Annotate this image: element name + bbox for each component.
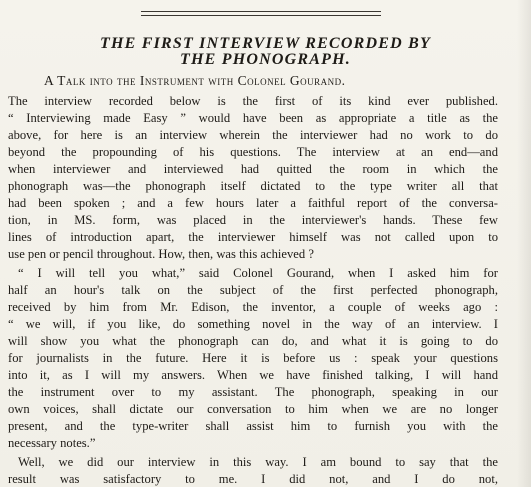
body-line: necessary notes.” — [8, 436, 96, 450]
body-line: into it, as I will my answers. When we have finished talking, I will hand — [8, 368, 498, 382]
body-line: “ Interviewing made Easy ” would have been as appropriate a title as the — [8, 111, 498, 125]
body-line: The interview recorded below is the first of its kind ever published. — [8, 94, 498, 108]
body-line: had been spoken ; and a few hours later a faithful report of the conversa- — [8, 196, 498, 210]
page-edge-shadow — [517, 0, 531, 487]
body-line: when interviewer and interviewed had quitted the room in which the — [8, 162, 498, 176]
body-line: Well, we did our interview in this way. I am bound to say that the — [18, 455, 498, 469]
body-line: for journalists in the future. Here it is before us : speak your questions — [8, 351, 498, 365]
body-line: use pen or pencil throughout. How, then, was this achieved ? — [8, 247, 314, 261]
body-line: own voices, shall dictate our conversation to him when we are no longer — [8, 402, 498, 416]
body-line: half an hour's talk on the subject of the first perfected phonograph, — [8, 283, 498, 297]
body-line: above, for here is an interview wherein the interviewer had no work to do — [8, 128, 498, 142]
article-title-line-1: THE FIRST INTERVIEW RECORDED BY — [100, 35, 431, 52]
body-line-cut: result was satisfactory to me. I did not, and I do not, — [8, 472, 498, 486]
body-line: tion, in MS. form, was placed in the interviewer's hands. These few — [8, 213, 498, 227]
article-title-line-2: THE PHONOGRAPH. — [180, 51, 351, 68]
body-line: beyond the propounding of his questions. The interview at an end—and — [8, 145, 498, 159]
top-rule — [141, 11, 381, 12]
body-line: received by him from Mr. Edison, the inventor, a couple of weeks ago : — [8, 300, 498, 314]
article-body — [8, 93, 498, 486]
body-line: phonograph was—the phonograph itself dictated to the type writer all that — [8, 179, 498, 193]
top-rule-thin — [141, 15, 381, 16]
body-line: will show you what the phonograph can do, and what it is going to do — [8, 334, 498, 348]
body-line: present, and the type-writer shall assist him to furnish you with the — [8, 419, 498, 433]
body-line: the instrument over to my assistant. The phonograph, speaking in our — [8, 385, 498, 399]
article-subtitle: A Talk into the Instrument with Colonel Gourand. — [44, 73, 346, 88]
body-line: “ I will tell you what,” said Colonel Gourand, when I asked him for — [18, 266, 498, 280]
body-line: “ we will, if you like, do something novel in the way of an interview. I — [8, 317, 498, 331]
body-line: lines of introduction apart, the interviewer himself was not called upon to — [8, 230, 498, 244]
